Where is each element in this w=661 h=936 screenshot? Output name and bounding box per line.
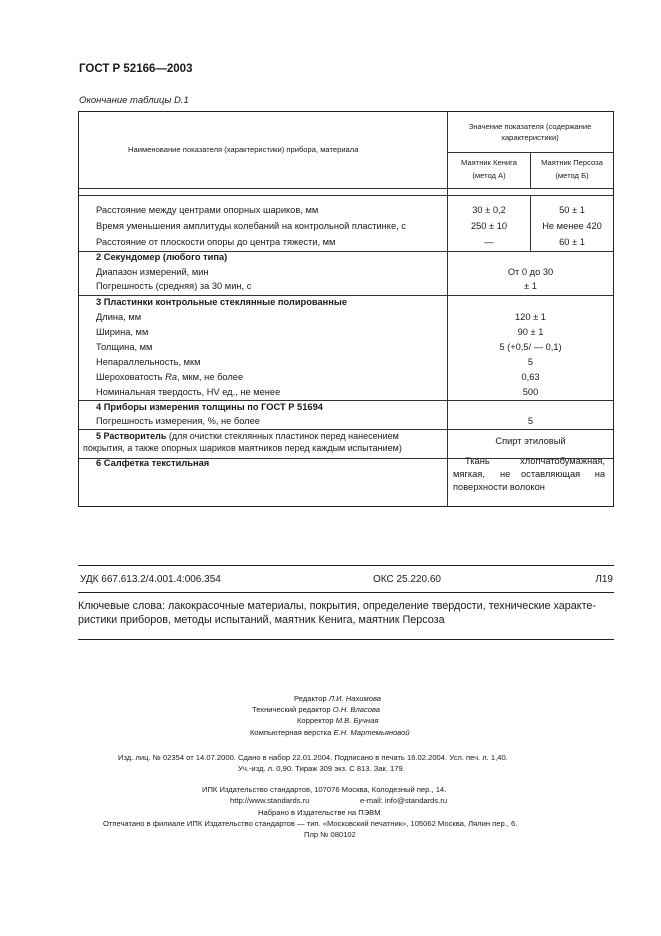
column-header-koenig-line2: (метод А) bbox=[472, 171, 506, 180]
table-cell-value: 5 bbox=[527, 357, 534, 367]
tech-editor-credit bbox=[252, 705, 380, 714]
license-number: Плр № 080102 bbox=[304, 830, 356, 839]
table-cell-value: поверхности волокон bbox=[453, 482, 545, 492]
row-divider bbox=[447, 152, 613, 153]
section-title-bold: 5 Растворитель bbox=[96, 431, 167, 441]
table-cell-persoz: 60 ± 1 bbox=[559, 237, 585, 247]
publisher-address: ИПК Издательство стандартов, 107076 Москва, Колодезный пер., 14. bbox=[202, 785, 447, 794]
table-cell-persoz: Не менее 420 bbox=[542, 221, 602, 231]
row-divider bbox=[79, 195, 613, 196]
section-title-line2: покрытия, а также опорных шариков маятников перед каждым испытанием) bbox=[83, 443, 402, 453]
footer-rule-top bbox=[78, 565, 614, 566]
column-header-persoz-line2: (метод Б) bbox=[555, 171, 589, 180]
publisher-email[interactable]: e-mail: info@standards.ru bbox=[360, 796, 448, 805]
table-cell-value: ± 1 bbox=[524, 281, 537, 291]
table-cell-koenig: 250 ± 10 bbox=[470, 221, 508, 231]
table-cell-value: 0,63 bbox=[521, 372, 540, 382]
table-cell-word: на bbox=[594, 469, 605, 479]
footer-rule-bottom bbox=[78, 639, 614, 640]
table-row-name bbox=[96, 372, 243, 382]
section-title bbox=[96, 431, 399, 441]
section-title: 3 Пластинки контрольные стеклянные полированные bbox=[96, 297, 348, 307]
table-row-name: Расстояние от плоскости опоры до центра тяжести, мм bbox=[96, 237, 336, 247]
tech-editor-label: Технический редактор bbox=[252, 705, 331, 714]
column-header-name: Наименование показателя (характеристики) прибора, материала bbox=[128, 145, 359, 154]
table-cell-persoz: 50 ± 1 bbox=[559, 205, 585, 215]
row-divider bbox=[79, 400, 613, 401]
row-name-italic: Ra bbox=[165, 372, 177, 382]
section-title: 4 Приборы измерения толщины по ГОСТ Р 51694 bbox=[96, 402, 323, 412]
section-title: 2 Секундомер (любого типа) bbox=[96, 252, 228, 262]
table-row-name: Расстояние между центрами опорных шариков, мм bbox=[96, 205, 319, 215]
editor-credit bbox=[294, 694, 381, 703]
layout-credit bbox=[250, 728, 410, 737]
page-header: ГОСТ Р 52166—2003 bbox=[79, 63, 193, 75]
table-row-name: Время уменьшения амплитуды колебаний на контрольной пластинке, с bbox=[96, 221, 406, 231]
table-cell-word: мягкая, bbox=[453, 469, 485, 479]
column-header-value-line1: Значение показателя (содержание bbox=[468, 122, 592, 131]
layout-name: Е.Н. Мартемьяновой bbox=[333, 728, 410, 737]
keywords-line2: ристики приборов, методы испытаний, маятник Кенига, маятник Персоза bbox=[78, 614, 445, 626]
corrector-name: М.В. Бучная bbox=[335, 716, 379, 725]
table-cell-value: 5 (+0,5/ — 0,1) bbox=[499, 342, 562, 352]
footer-rule-middle bbox=[78, 592, 614, 593]
table-cell-koenig: 30 ± 0,2 bbox=[472, 205, 506, 215]
keywords-line1: Ключевые слова: лакокрасочные материалы, покрытия, определение твердости, технические характе- bbox=[78, 600, 597, 612]
table-cell-word: Ткань bbox=[465, 456, 490, 466]
table-cell-word: хлопчатобумажная, bbox=[520, 456, 605, 466]
table-row-name: Толщина, мм bbox=[96, 342, 153, 352]
row-divider bbox=[79, 188, 613, 189]
classification-code: Л19 bbox=[595, 574, 613, 585]
table-cell-value: 500 bbox=[522, 387, 539, 397]
corrector-credit bbox=[297, 716, 378, 725]
section-title-rest: (для очистки стеклянных пластинок перед нанесением bbox=[166, 431, 399, 441]
layout-label: Компьютерная верстка bbox=[250, 728, 332, 737]
row-divider bbox=[79, 429, 613, 430]
typeset-note: Набрано в Издательстве на ПЭВМ bbox=[258, 808, 381, 817]
table-row-name: Погрешность (средняя) за 30 мин, с bbox=[96, 281, 252, 291]
table-cell-value: От 0 до 30 bbox=[507, 267, 554, 277]
corrector-label: Корректор bbox=[297, 716, 334, 725]
table-cell-value: 5 bbox=[527, 416, 534, 426]
column-header-koenig-line1: Маятник Кенига bbox=[460, 158, 517, 167]
table-row-name: Ширина, мм bbox=[96, 327, 149, 337]
editor-label: Редактор bbox=[294, 694, 327, 703]
row-divider bbox=[79, 295, 613, 296]
publisher-website[interactable]: http://www.standards.ru bbox=[230, 796, 310, 805]
tech-editor-name: О.Н. Власова bbox=[332, 705, 381, 714]
table-cell-value: 90 ± 1 bbox=[517, 327, 544, 337]
table-caption: Окончание таблицы D.1 bbox=[79, 95, 189, 106]
udk-code: УДК 667.613.2/4.001.4:006.354 bbox=[80, 574, 221, 585]
row-name-prefix: Шероховатость bbox=[96, 372, 166, 382]
oks-code: ОКС 25.220.60 bbox=[373, 574, 441, 585]
specifications-table bbox=[78, 111, 614, 507]
table-cell-value: 120 ± 1 bbox=[515, 312, 546, 322]
table-row-name: Номинальная твердость, HV ед., не менее bbox=[96, 387, 281, 397]
table-row-name: Непараллельность, мкм bbox=[96, 357, 201, 367]
table-cell-value: Спирт этиловый bbox=[495, 436, 566, 446]
section-title: 6 Салфетка текстильная bbox=[96, 458, 210, 468]
column-header-value-line2: характеристики) bbox=[501, 133, 559, 142]
table-row-name: Длина, мм bbox=[96, 312, 142, 322]
table-cell-koenig: — bbox=[484, 237, 494, 247]
table-cell-word: оставляющая bbox=[521, 469, 581, 479]
row-name-suffix: , мкм, не более bbox=[177, 372, 244, 382]
table-row-name: Диапазон измерений, мин bbox=[96, 267, 209, 277]
license-line2: Уч.-изд. л. 0,90. Тираж 309 экз. С 813. Зак. 179. bbox=[238, 764, 405, 773]
editor-name: Л.И. Нахимова bbox=[328, 694, 381, 703]
table-row-name: Погрешность измерения, %, не более bbox=[96, 416, 260, 426]
license-line1: Изд. лиц. № 02354 от 14.07.2000. Сдано в набор 22.01.2004. Подписано в печать 16.02.2004. Усл. печ. л. 1,40. bbox=[118, 753, 508, 762]
column-header-persoz-line1: Маятник Персоза bbox=[541, 158, 603, 167]
printed-note: Отпечатано в филиале ИПК Издательство стандартов — тип. «Московский печатник», 105062 Москва, Лялин пер., 6. bbox=[103, 819, 518, 828]
table-cell-word: не bbox=[500, 469, 511, 479]
